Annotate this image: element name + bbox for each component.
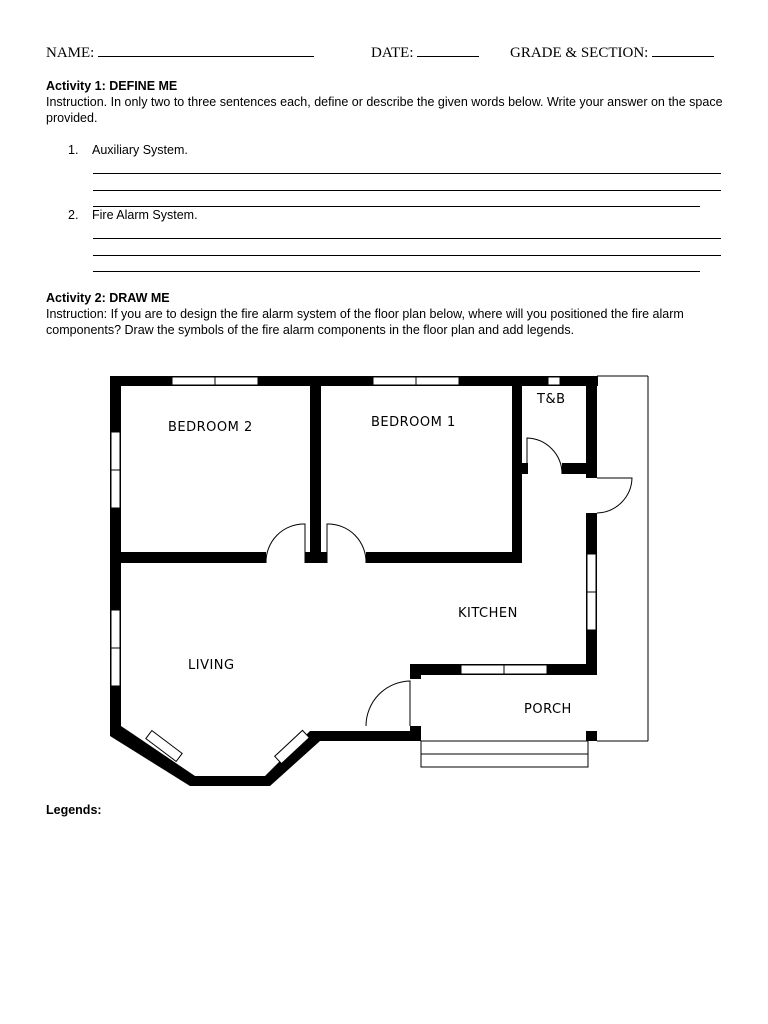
grade-section-field[interactable] [510,42,714,62]
list-item [68,143,188,157]
name-field[interactable] [46,42,314,62]
legends-label: Legends: [46,803,102,817]
room-label-bedroom2: BEDROOM 2 [168,420,253,435]
activity2-title: Activity 2: DRAW ME [46,291,170,305]
item-number: 1. [68,143,79,157]
bay-window [110,726,320,786]
room-label-tb: T&B [537,392,566,407]
activity1-title: Activity 1: DEFINE ME [46,79,178,93]
room-label-living: LIVING [188,658,235,673]
room-label-porch: PORCH [524,702,572,717]
floor-plan[interactable] [100,365,660,795]
activity1-instruction: Instruction. In only two to three sentences each, define or describe the given words below. Write your answer on the space provided. [46,95,723,125]
activity2-instruction: Instruction: If you are to design the fire alarm system of the floor plan below, where will you positioned the fire alarm components? Draw the symbols of the fire alarm components in the floor plan and add legends. [46,307,684,337]
grade-section-label: GRADE & SECTION: [510,45,649,61]
item-text: Fire Alarm System. [92,208,198,222]
grade-section-blank[interactable] [652,42,714,57]
answer-line[interactable] [93,238,721,239]
date-label: DATE: [371,45,414,61]
name-label: NAME: [46,45,95,61]
name-blank[interactable] [98,42,314,57]
list-item [68,208,198,222]
worksheet-header [46,42,726,64]
answer-line[interactable] [93,206,700,207]
answer-line[interactable] [93,173,721,174]
date-blank[interactable] [417,42,479,57]
item-number: 2. [68,208,79,222]
item-text: Auxiliary System. [92,143,188,157]
room-label-bedroom1: BEDROOM 1 [371,415,456,430]
answer-line[interactable] [93,255,721,256]
room-label-kitchen: KITCHEN [458,606,518,621]
date-field[interactable] [371,42,479,62]
answer-line[interactable] [93,190,721,191]
answer-line[interactable] [93,271,700,272]
